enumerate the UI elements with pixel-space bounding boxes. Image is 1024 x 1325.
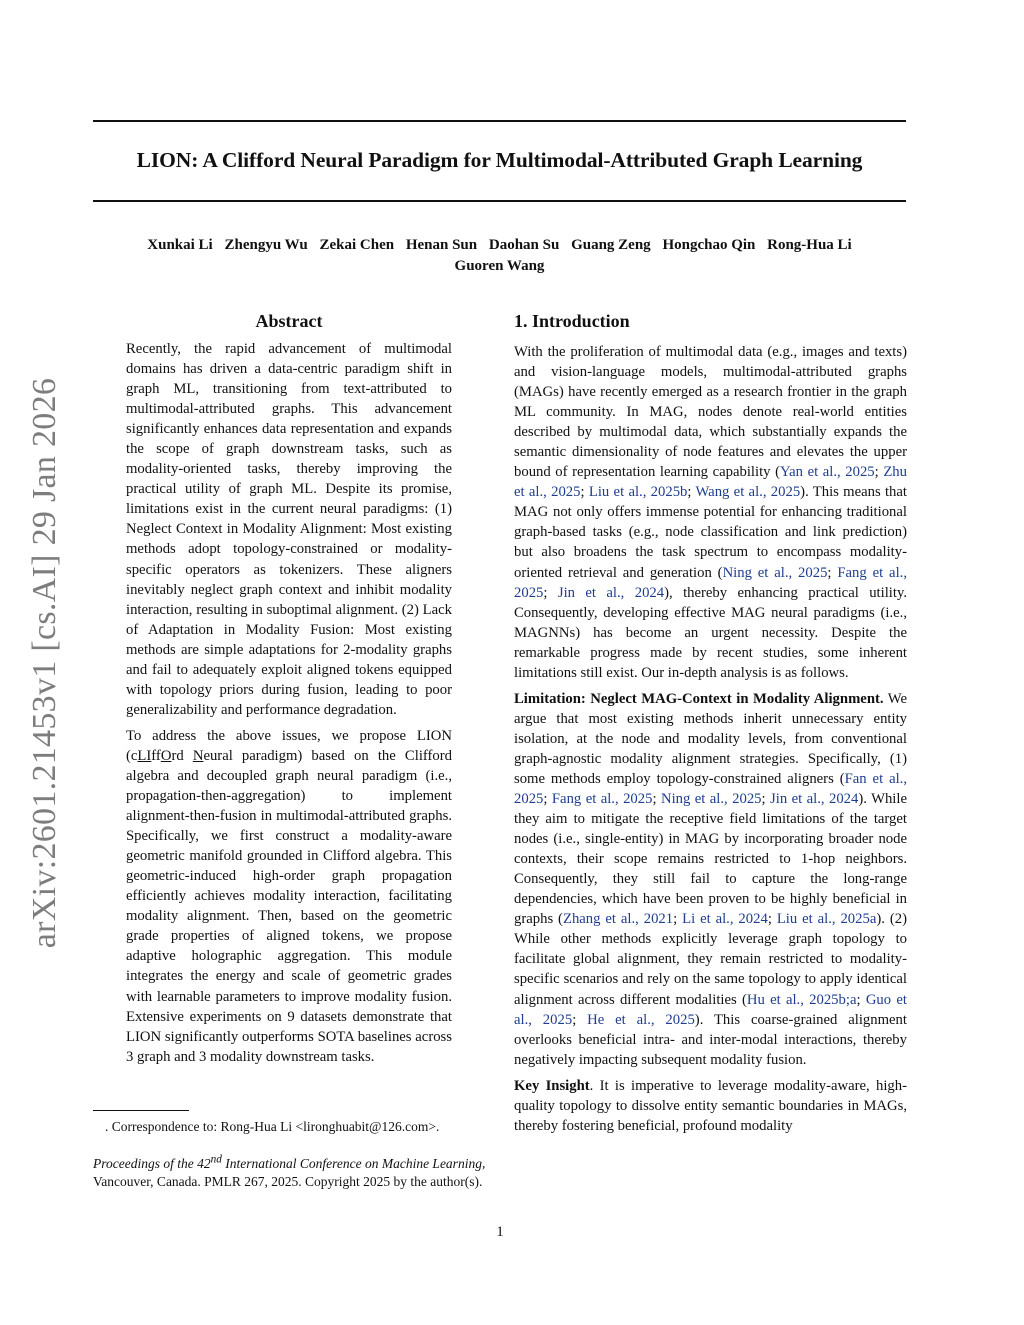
citation-link[interactable]: Liu et al., 2025a (776, 911, 877, 928)
author: Daohan Su (488, 237, 560, 253)
author: Guoren Wang (454, 258, 545, 274)
arxiv-identifier-stamp (20, 377, 70, 948)
arxiv-identifier: arXiv:2601.21453v1 [cs.AI] 29 Jan 2026 (26, 377, 63, 948)
citation-link[interactable]: Fang et al., 2025 (551, 791, 653, 808)
page-number: 1 (496, 1224, 504, 1240)
citation-link[interactable]: Ning et al., 2025 (660, 791, 762, 808)
intro-paragraph-1: With the proliferation of multimodal data (e.g., images and texts) and vision-language models, multimodal-attributed graphs (MAGs) have recently emerged as a research frontier in the graph ML community. In MAG, nodes denote real-world entities described by multimodal data, which substantially expands the semantic dimensionality of node features and elevates the upper bound of representation learning capability (Yan et al., 2025; Zhu et al., 2025; Liu et al., 2025b; Wang et al., 2025). This means that MAG not only offers immense potential for enhancing traditional graph-based tasks (e.g., node classification and link prediction) but also broadens the task spectrum to encompass modality-oriented retrieval and generation (Ning et al., 2025; Fang et al., 2025; Jin et al., 2024), thereby enhancing practical utility. Consequently, developing effective MAG neural paradigms (i.e., MAGNNs) has become an urgent necessity. Despite the remarkable progress made by recent studies, some inherent limitations still exist. Our in-depth analysis is as follows. (514, 344, 908, 681)
abstract-paragraph-2: To address the above issues, we propose LION (cLIffOrd Neural paradigm) based on the Clifford algebra and decoupled graph neural paradigm (i.e., propagation-then-aggregation) to implement alignment-then-fusion in multimodal-attributed graphs. Specifically, we first construct a modality-aware geometric manifold grounded in Clifford algebra. This geometric-induced high-order graph propagation efficiently achieves modality interaction, facilitating modality alignment. Then, based on the geometric grade properties of aligned tokens, we propose adaptive holographic aggregation. This module integrates the energy and scale of geometric grades with learnable parameters to improve modality fusion. Extensive experiments on 9 datasets demonstrate that LION significantly outperforms SOTA baselines across 3 graph and 3 modality downstream tasks. (126, 727, 452, 1065)
correspondence-footnote: . Correspondence to: Rong-Hua Li <lironghuabit@126.com>. (105, 1119, 440, 1134)
author: Xunkai Li (147, 237, 213, 253)
abstract-heading: Abstract (255, 311, 323, 331)
author: Guang Zeng (571, 237, 651, 253)
limitation-lead: Limitation: Neglect MAG-Context in Modality Alignment. (514, 690, 884, 707)
author: Zekai Chen (319, 237, 395, 253)
citation-link[interactable]: Guo et al., 2025 (514, 991, 907, 1028)
citation-link[interactable]: Jin et al., 2024 (557, 584, 665, 601)
introduction-heading: 1. Introduction (514, 311, 630, 331)
author: Rong-Hua Li (767, 237, 852, 253)
proceedings-note: Proceedings of the 42nd International Conference on Machine Learning, Vancouver, Canada. PMLR 267, 2025. Copyright 2025 by the author(s). (93, 1153, 486, 1189)
citation-link[interactable]: Yan et al., 2025 (779, 464, 875, 481)
author-row-2 (93, 256, 906, 277)
author: Hongchao Qin (662, 237, 756, 253)
footnote-rule (93, 1110, 189, 1111)
citation-link[interactable]: Jin et al., 2024 (770, 791, 859, 808)
key-insight-lead: Key Insight (514, 1077, 590, 1094)
citation-link[interactable]: Wang et al., 2025 (695, 484, 801, 501)
title-top-rule (93, 120, 906, 122)
abstract-paragraph-1: Recently, the rapid advancement of multimodal domains has driven a data-centric paradigm shift in graph ML, transitioning from text-attributed to multimodal-attributed graphs. This advancement significantly enhances data representation and expands the scope of graph downstream tasks, such as modality-oriented tasks, thereby improving the practical utility of graph ML. Despite its promise, limitations exist in the current neural paradigms: (1) Neglect Context in Modality Alignment: Most existing methods adopt topology-constrained or modality-specific operators as tokenizers. These aligners inevitably neglect graph context and inhibit modality interaction, resulting in suboptimal alignment. (2) Lack of Adaptation in Modality Fusion: Most existing methods are simple adaptations for 2-modality graphs and fail to adequately exploit aligned tokens equipped with topology priors during fusion, leading to poor generalizability and performance degradation. (126, 341, 452, 718)
paper-title: LION: A Clifford Neural Paradigm for Multimodal-Attributed Graph Learning (136, 148, 863, 172)
citation-link[interactable]: Fang et al., 2025 (514, 564, 907, 601)
abstract-column (126, 309, 452, 1067)
citation-link[interactable]: Liu et al., 2025b (588, 484, 688, 501)
title-bottom-rule (93, 200, 906, 202)
intro-paragraph-3: Key Insight. It is imperative to leverage modality-aware, high-quality topology to dissolve entity semantic boundaries in MAGs, thereby fostering beneficial, profound modality (514, 1077, 907, 1134)
author: Zhengyu Wu (224, 237, 308, 253)
author-list (93, 235, 906, 277)
citation-link[interactable]: Fan et al., 2025 (514, 770, 908, 808)
citation-link[interactable]: He et al., 2025 (587, 1011, 695, 1028)
introduction-column (514, 309, 907, 1136)
author-row-1 (93, 235, 906, 256)
author: Henan Sun (405, 237, 478, 253)
intro-paragraph-2: Limitation: Neglect MAG-Context in Modality Alignment. We argue that most existing methods inherit unnecessary entity isolation, at the node and modality levels, from conventional graph-agnostic modality alignment strategies. Specifically, (1) some methods employ topology-constrained aligners (Fan et al., 2025; Fang et al., 2025; Ning et al., 2025; Jin et al., 2024). While they aim to mitigate the receptive field limitations of the target nodes (i.e., single-entity) in MAG by incorporating broader node contexts, their scope remains restricted to 1-hop neighbors. Consequently, they still fail to capture the long-range dependencies, which have been proven to be highly beneficial in graphs (Zhang et al., 2021; Li et al., 2024; Liu et al., 2025a). (2) While other methods explicitly leverage graph topology to facilitate global alignment, they remain restricted to modality-specific scenarios and rely on the same topology to apply identical alignment across different modalities (Hu et al., 2025b;a; Guo et al., 2025; He et al., 2025). This coarse-grained alignment overlooks beneficial intra- and inter-modal interactions, thereby negatively impacting subsequent modality fusion. (514, 690, 908, 1068)
citation-link[interactable]: Li et al., 2024 (682, 911, 768, 928)
citation-link[interactable]: Zhu et al., 2025 (514, 464, 907, 501)
citation-link[interactable]: Zhang et al., 2021 (562, 911, 674, 928)
citation-link[interactable]: Ning et al., 2025 (722, 564, 828, 581)
citation-link[interactable]: Hu et al., 2025b;a (746, 991, 857, 1008)
